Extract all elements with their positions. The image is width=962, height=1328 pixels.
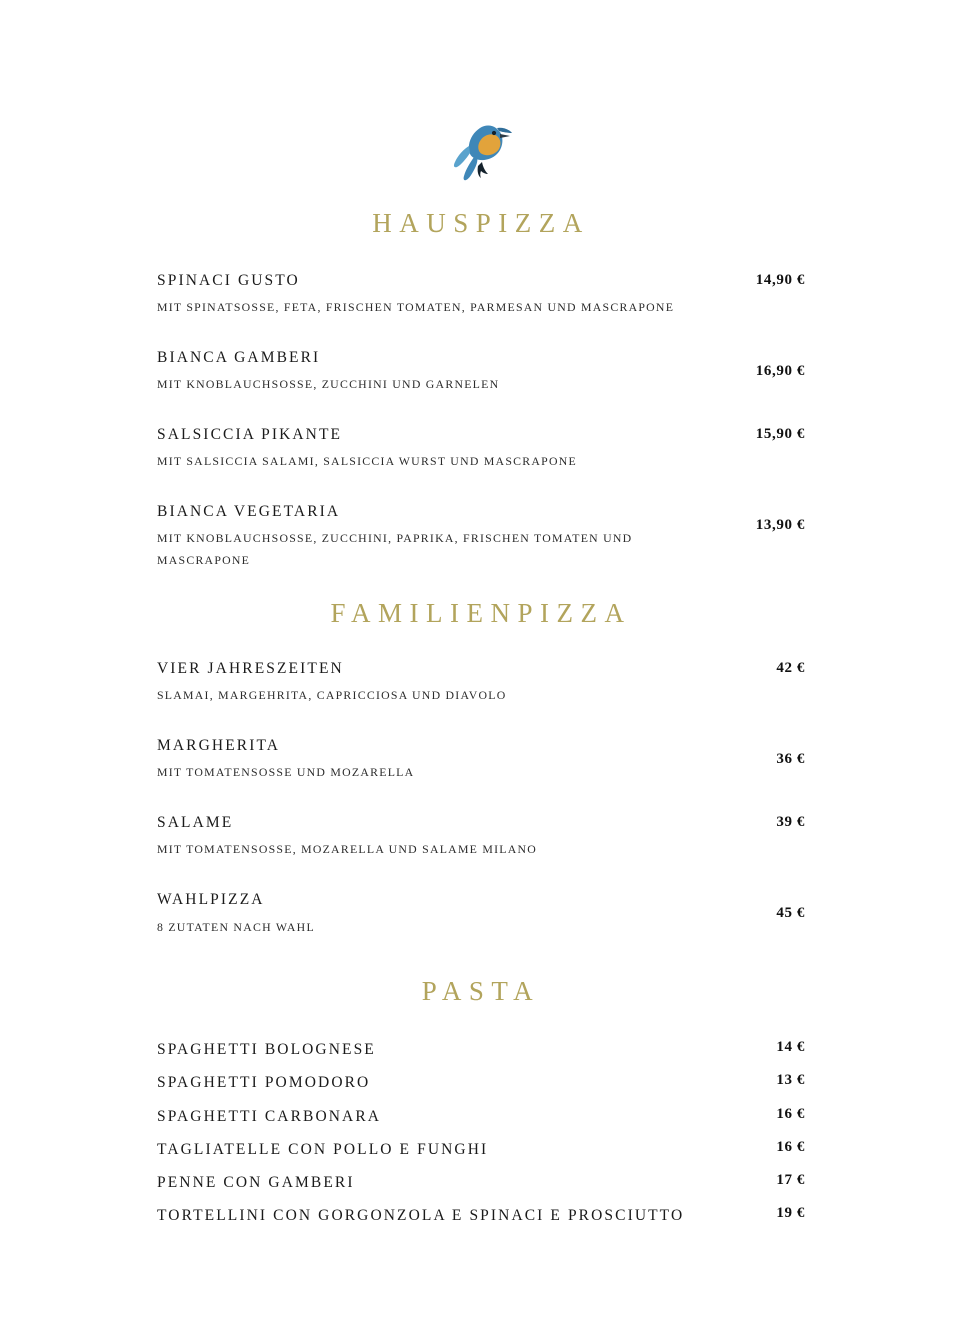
menu-item-text bbox=[157, 1203, 731, 1228]
menu-item-name: BIANCA VEGETARIA bbox=[157, 503, 341, 521]
menu-item-text bbox=[157, 1070, 731, 1095]
menu-item-name: PENNE CON GAMBERI bbox=[157, 1173, 355, 1191]
menu-item-description: MIT KNOBLAUCHSOSSE, ZUCCHINI UND GARNELEN bbox=[157, 377, 500, 392]
menu-item bbox=[157, 500, 805, 572]
menu-item-price: 13,90 € bbox=[755, 517, 805, 534]
menu-item-name: WAHLPIZZA bbox=[157, 891, 265, 909]
menu-item-text bbox=[157, 423, 731, 473]
menu-item-description: MIT SALSICCIA SALAMI, SALSICCIA WURST UND MASCRAPONE bbox=[157, 454, 577, 469]
menu-item-text bbox=[157, 1170, 731, 1195]
section-title-hauspizza: HAUSPIZZA bbox=[372, 208, 590, 238]
menu-item-name: SALSICCIA PIKANTE bbox=[157, 426, 343, 444]
menu-item bbox=[157, 1170, 805, 1195]
menu-item-text bbox=[157, 811, 731, 861]
menu-list-hauspizza bbox=[157, 269, 805, 572]
menu-item bbox=[157, 269, 805, 319]
section-title-familienpizza: FAMILIENPIZZA bbox=[330, 598, 632, 629]
menu-item bbox=[157, 1104, 805, 1129]
menu-item-text bbox=[157, 1104, 731, 1129]
menu-list-familienpizza bbox=[157, 657, 805, 938]
section-title-pasta: PASTA bbox=[421, 976, 541, 1007]
menu-item-text bbox=[157, 888, 731, 938]
menu-item-name: MARGHERITA bbox=[157, 737, 281, 755]
menu-item-price: 45 € bbox=[776, 905, 805, 922]
menu-item-price: 14,90 € bbox=[755, 272, 805, 288]
menu-item-price: 39 € bbox=[776, 814, 805, 831]
menu-item-description: 8 ZUTATEN NACH WAHL bbox=[157, 919, 315, 934]
menu-item-description: MIT SPINATSOSSE, FETA, FRISCHEN TOMATEN, PARMESAN UND MASCRAPONE bbox=[157, 300, 675, 315]
menu-item-name: TAGLIATELLE CON POLLO E FUNGHI bbox=[157, 1140, 489, 1158]
menu-item bbox=[157, 734, 805, 784]
menu-item bbox=[157, 1137, 805, 1162]
menu-list-pasta bbox=[157, 1037, 805, 1228]
menu-item-text bbox=[157, 269, 731, 319]
menu-item-price: 16,90 € bbox=[755, 363, 805, 380]
menu-item-price: 13 € bbox=[776, 1072, 805, 1089]
menu-item-name: VIER JAHRESZEITEN bbox=[157, 660, 344, 678]
bird-logo-icon bbox=[436, 118, 526, 184]
menu-item-text bbox=[157, 1037, 731, 1062]
menu-item-name: SALAME bbox=[157, 814, 234, 832]
menu-item-price: 16 € bbox=[776, 1105, 805, 1122]
menu-item-name: SPAGHETTI CARBONARA bbox=[157, 1107, 382, 1125]
menu-item bbox=[157, 1203, 805, 1228]
menu-item-price: 36 € bbox=[776, 751, 805, 768]
menu-item-description: MIT TOMATENSOSSE UND MOZARELLA bbox=[157, 765, 415, 780]
menu-item bbox=[157, 811, 805, 861]
menu-item bbox=[157, 346, 805, 396]
menu-item-name: TORTELLINI CON GORGONZOLA E SPINACI E PROSCIUTTO bbox=[157, 1206, 685, 1224]
menu-item-description: MIT KNOBLAUCHSOSSE, ZUCCHINI, PAPRIKA, FRISCHEN TOMATEN UND MASCRAPONE bbox=[157, 531, 633, 568]
logo-container bbox=[0, 0, 962, 190]
menu-item-text bbox=[157, 500, 731, 572]
menu-item-name: SPAGHETTI POMODORO bbox=[157, 1074, 371, 1092]
menu-item-text bbox=[157, 346, 731, 396]
menu-item bbox=[157, 888, 805, 938]
menu-item-name: SPINACI GUSTO bbox=[157, 272, 300, 289]
menu-item-price: 42 € bbox=[776, 660, 805, 677]
menu-item-price: 15,90 € bbox=[755, 426, 805, 443]
menu-item-price: 19 € bbox=[776, 1204, 805, 1221]
menu-item-price: 14 € bbox=[776, 1039, 805, 1056]
menu-item bbox=[157, 1037, 805, 1062]
menu-item-name: BIANCA GAMBERI bbox=[157, 349, 321, 367]
menu-item bbox=[157, 1070, 805, 1095]
menu-item-price: 16 € bbox=[776, 1138, 805, 1155]
menu-item-description: MIT TOMATENSOSSE, MOZARELLA UND SALAME MILANO bbox=[157, 842, 538, 857]
menu-item-price: 17 € bbox=[776, 1171, 805, 1188]
menu-item bbox=[157, 657, 805, 707]
menu-item-description: SLAMAI, MARGEHRITA, CAPRICCIOSA UND DIAVOLO bbox=[157, 688, 507, 703]
menu-item-text bbox=[157, 657, 731, 707]
menu-item bbox=[157, 423, 805, 473]
menu-item-name: SPAGHETTI BOLOGNESE bbox=[157, 1041, 376, 1059]
menu-item-text bbox=[157, 734, 731, 784]
menu-item-text bbox=[157, 1137, 731, 1162]
